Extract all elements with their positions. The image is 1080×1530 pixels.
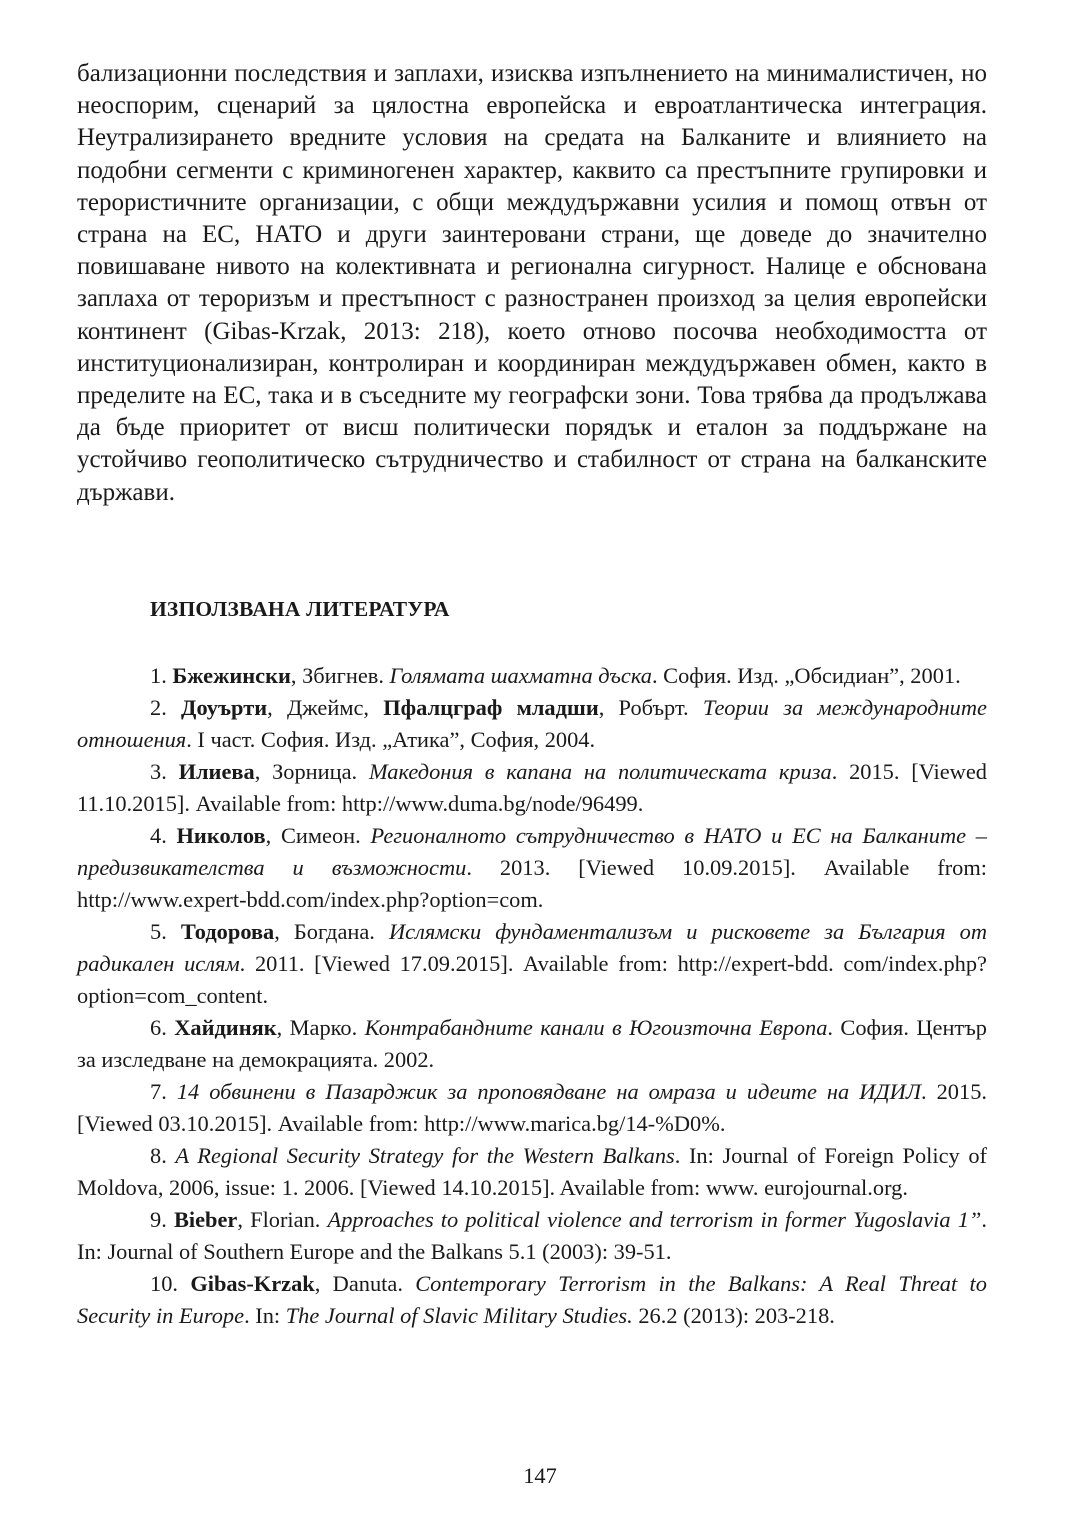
reference-item bbox=[77, 1076, 987, 1140]
reference-author: Хайдиняк bbox=[174, 1014, 277, 1040]
reference-title: Регионалното сътрудничество в НАТО и ЕС на Балканите – предизвикателства и възможности bbox=[77, 822, 987, 880]
reference-item bbox=[77, 660, 987, 692]
reference-author: Илиева bbox=[178, 758, 255, 784]
reference-item bbox=[77, 692, 987, 756]
reference-details: . In: Journal of Foreign Policy of Moldova, 2006, issue: 1. 2006. [Viewed 14.10.2015]. Available from: www. eurojournal.org. bbox=[77, 1142, 987, 1200]
reference-item bbox=[77, 1204, 987, 1268]
section-title: ИЗПОЛЗВАНА ЛИТЕРАТУРА bbox=[150, 596, 450, 621]
reference-author: Бжежински bbox=[172, 662, 291, 688]
reference-number: 2. bbox=[150, 694, 167, 720]
page-content bbox=[77, 58, 987, 1332]
reference-author-rest: , Зорница. bbox=[254, 758, 369, 784]
reference-item bbox=[77, 916, 987, 1012]
reference-number: 4. bbox=[150, 822, 167, 848]
reference-title: Македония в капана на политическата криза bbox=[368, 758, 832, 784]
reference-details: . I част. София. Изд. „Атика”, София, 2004. bbox=[186, 726, 596, 752]
page-number: 147 bbox=[523, 1463, 557, 1488]
reference-item bbox=[77, 1268, 987, 1332]
reference-journal-title: The Journal of Slavic Military Studies. bbox=[285, 1302, 633, 1328]
reference-details: . In: Journal of Southern Europe and the Balkans 5.1 (2003): 39-51. bbox=[77, 1206, 987, 1264]
reference-number: 7. bbox=[150, 1078, 167, 1104]
reference-author-rest: , Богдана. bbox=[274, 918, 389, 944]
reference-author-rest: , Марко. bbox=[276, 1014, 365, 1040]
reference-author-rest: , Збигнев. bbox=[290, 662, 390, 688]
reference-number: 1. bbox=[150, 662, 167, 688]
reference-details: . София. Център за изследване на демокрацията. 2002. bbox=[77, 1014, 987, 1072]
reference-details: . In: bbox=[244, 1302, 286, 1328]
reference-author: Доуърти bbox=[181, 694, 268, 720]
reference-item bbox=[77, 1012, 987, 1076]
body-paragraph: бализационни последствия и заплахи, изисква изпълнението на минималистичен, но неоспорим, сценарий за цялостна европейска и евроатлантическа интеграция. Неутрализирането вредните условия на средата на Балканите и влиянието на подобни сегменти с криминогенен характер, каквито са престъпните групировки и терористичните организации, с общи междудържавни усилия и помощ отвън от страна на ЕС, НАТО и други заинтеровани страни, ще доведе до значително повишаване нивото на колективната и регионална сигурност. Налице е обснована заплаха от тероризъм и престъпност с разностранен произход за целия европейски континент (Gibas-Krzak, 2013: 218), което отново посочва необходимостта от институционализиран, контролиран и координиран междудържавен обмен, както в пределите на ЕС, така и в съседните му географски зони. Това трябва да продължава да бъде приоритет от висш политически порядък и еталон за поддържане на устойчиво геополитическо сътрудничество и стабилност от страна на балканските държави. bbox=[77, 60, 987, 506]
reference-details: . 2015. [Viewed 11.10.2015]. Available from: http://www.duma.bg/node/96499. bbox=[77, 758, 987, 816]
reference-title: Ислямски фундаментализъм и рисковете за България от радикален ислям bbox=[77, 918, 987, 976]
reference-number: 5. bbox=[150, 918, 167, 944]
reference-title: Голямата шахматна дъска bbox=[389, 662, 652, 688]
reference-author-2-rest: , Робърт. bbox=[598, 694, 703, 720]
reference-details-2: 26.2 (2013): 203-218. bbox=[632, 1302, 835, 1328]
reference-item bbox=[77, 820, 987, 916]
reference-title: A Regional Security Strategy for the Western Balkans bbox=[175, 1142, 675, 1168]
reference-author: Bieber bbox=[173, 1206, 238, 1232]
reference-author: Gibas-Krzak bbox=[190, 1270, 315, 1296]
reference-title: Approaches to political violence and terrorism in former Yugoslavia 1” bbox=[327, 1206, 982, 1232]
reference-author: Николов bbox=[176, 822, 266, 848]
reference-number: 10. bbox=[150, 1270, 178, 1296]
reference-title: Contemporary Terrorism in the Balkans: A Real Threat to Security in Europe bbox=[77, 1270, 987, 1328]
reference-list bbox=[77, 660, 987, 1332]
reference-number: 3. bbox=[150, 758, 167, 784]
reference-author-rest: , Florian. bbox=[237, 1206, 328, 1232]
reference-author-rest: , Симеон. bbox=[265, 822, 371, 848]
reference-details: . 2015. [Viewed 03.10.2015]. Available from: http://www.marica.bg/14-%D0%. bbox=[77, 1078, 987, 1136]
reference-number: 8. bbox=[150, 1142, 167, 1168]
reference-number: 9. bbox=[150, 1206, 167, 1232]
reference-author-rest: , Danuta. bbox=[314, 1270, 416, 1296]
reference-author-2: Пфалцграф младши bbox=[383, 694, 599, 720]
reference-number: 6. bbox=[150, 1014, 167, 1040]
reference-title: Теории за международните отношения bbox=[77, 694, 987, 752]
reference-title: 14 обвинени в Пазарджик за проповядване на омраза и идеите на ИДИЛ bbox=[176, 1078, 921, 1104]
reference-title: Контрабандните канали в Югоизточна Европа bbox=[364, 1014, 828, 1040]
reference-details: . София. Изд. „Обсидиан”, 2001. bbox=[651, 662, 961, 688]
reference-item bbox=[77, 1140, 987, 1204]
reference-item bbox=[77, 756, 987, 820]
reference-details: . 2011. [Viewed 17.09.2015]. Available from: http://expert-bdd. com/index.php?option=com_content. bbox=[77, 950, 987, 1008]
reference-author: Тодорова bbox=[180, 918, 275, 944]
reference-details: . 2013. [Viewed 10.09.2015]. Available from: http://www.expert-bdd.com/index.php?option=com. bbox=[77, 854, 988, 912]
reference-author-rest: , Джеймс, bbox=[267, 694, 384, 720]
